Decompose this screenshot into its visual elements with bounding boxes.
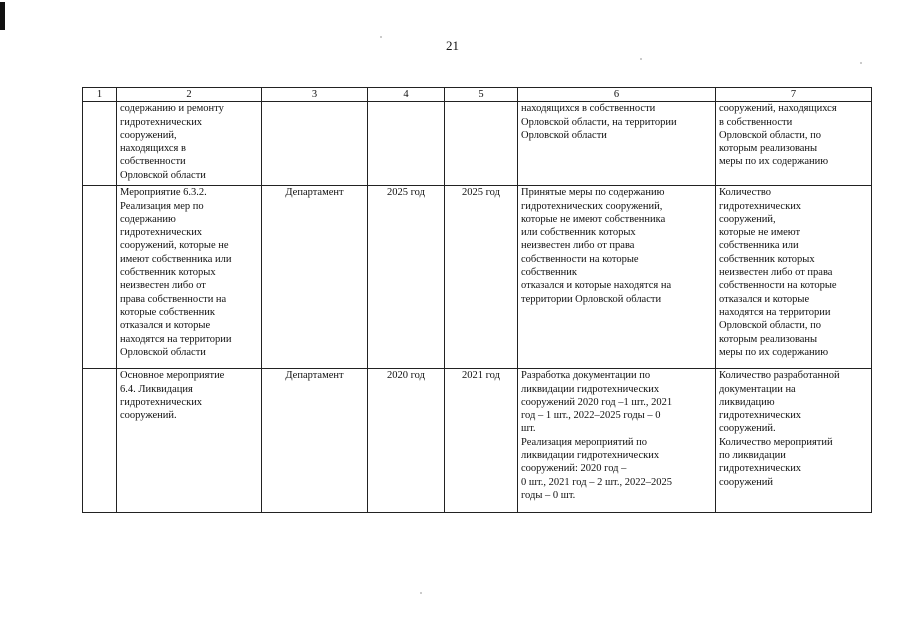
column-number-7: 7	[716, 88, 872, 102]
indicator-cell: Количество разработанной документации на ликвидацию гидротехнических сооружений. Количество мероприятий по ликвидации гидротехнических сооружений	[716, 369, 872, 513]
measure-name-cell: Мероприятие 6.3.2. Реализация мер по содержанию гидротехнических сооружений, которые не имеют собственника или собственник которых неизвестен либо от права собственности на которые собственник отказался и которые находятся на территории Орловской области	[117, 186, 262, 369]
indicator-cell: сооружений, находящихся в собственности Орловской области, по которым реализованы меры по их содержанию	[716, 102, 872, 186]
page-number: 21	[446, 38, 459, 53]
executor-cell: Департамент	[262, 369, 368, 513]
measures-table	[82, 87, 872, 513]
column-number-2: 2	[117, 88, 262, 102]
table-row	[83, 102, 872, 186]
column-number-5: 5	[445, 88, 518, 102]
scan-speck	[640, 58, 642, 60]
row-number-cell	[83, 102, 117, 186]
column-number-4: 4	[368, 88, 445, 102]
indicator-cell: Количество гидротехнических сооружений, которые не имеют собственника или собственник которых неизвестен либо от права собственности на которые отказался и которые находятся на территории Орловской области, по которым реализованы меры по их содержанию	[716, 186, 872, 369]
measure-name-cell: содержанию и ремонту гидротехнических сооружений, находящихся в собственности Орловской области	[117, 102, 262, 186]
start-year-cell: 2020 год	[368, 369, 445, 513]
column-number-1: 1	[83, 88, 117, 102]
column-number-3: 3	[262, 88, 368, 102]
expected-result-cell: Принятые меры по содержанию гидротехнических сооружений, которые не имеют собственника или собственник которых неизвестен либо от права собственности на которые собственник отказался и которые находятся на территории Орловской области	[518, 186, 716, 369]
start-year-cell	[368, 102, 445, 186]
table-row	[83, 186, 872, 369]
scan-speck	[860, 62, 862, 64]
scan-edge-mark	[0, 2, 5, 30]
end-year-cell: 2021 год	[445, 369, 518, 513]
table-header-row	[83, 88, 872, 102]
expected-result-cell: Разработка документации по ликвидации гидротехнических сооружений 2020 год –1 шт., 2021 год – 1 шт., 2022–2025 годы – 0 шт. Реализация мероприятий по ликвидации гидротехнических сооружений: 2020 год – 0 шт., 2021 год – 2 шт., 2022–2025 годы – 0 шт.	[518, 369, 716, 513]
row-number-cell	[83, 369, 117, 513]
end-year-cell	[445, 102, 518, 186]
measure-name-cell: Основное мероприятие 6.4. Ликвидация гидротехнических сооружений.	[117, 369, 262, 513]
start-year-cell: 2025 год	[368, 186, 445, 369]
executor-cell	[262, 102, 368, 186]
column-number-6: 6	[518, 88, 716, 102]
row-number-cell	[83, 186, 117, 369]
table-row	[83, 369, 872, 513]
expected-result-cell: находящихся в собственности Орловской области, на территории Орловской области	[518, 102, 716, 186]
end-year-cell: 2025 год	[445, 186, 518, 369]
executor-cell: Департамент	[262, 186, 368, 369]
scan-speck	[380, 36, 382, 38]
scan-speck	[420, 592, 422, 594]
